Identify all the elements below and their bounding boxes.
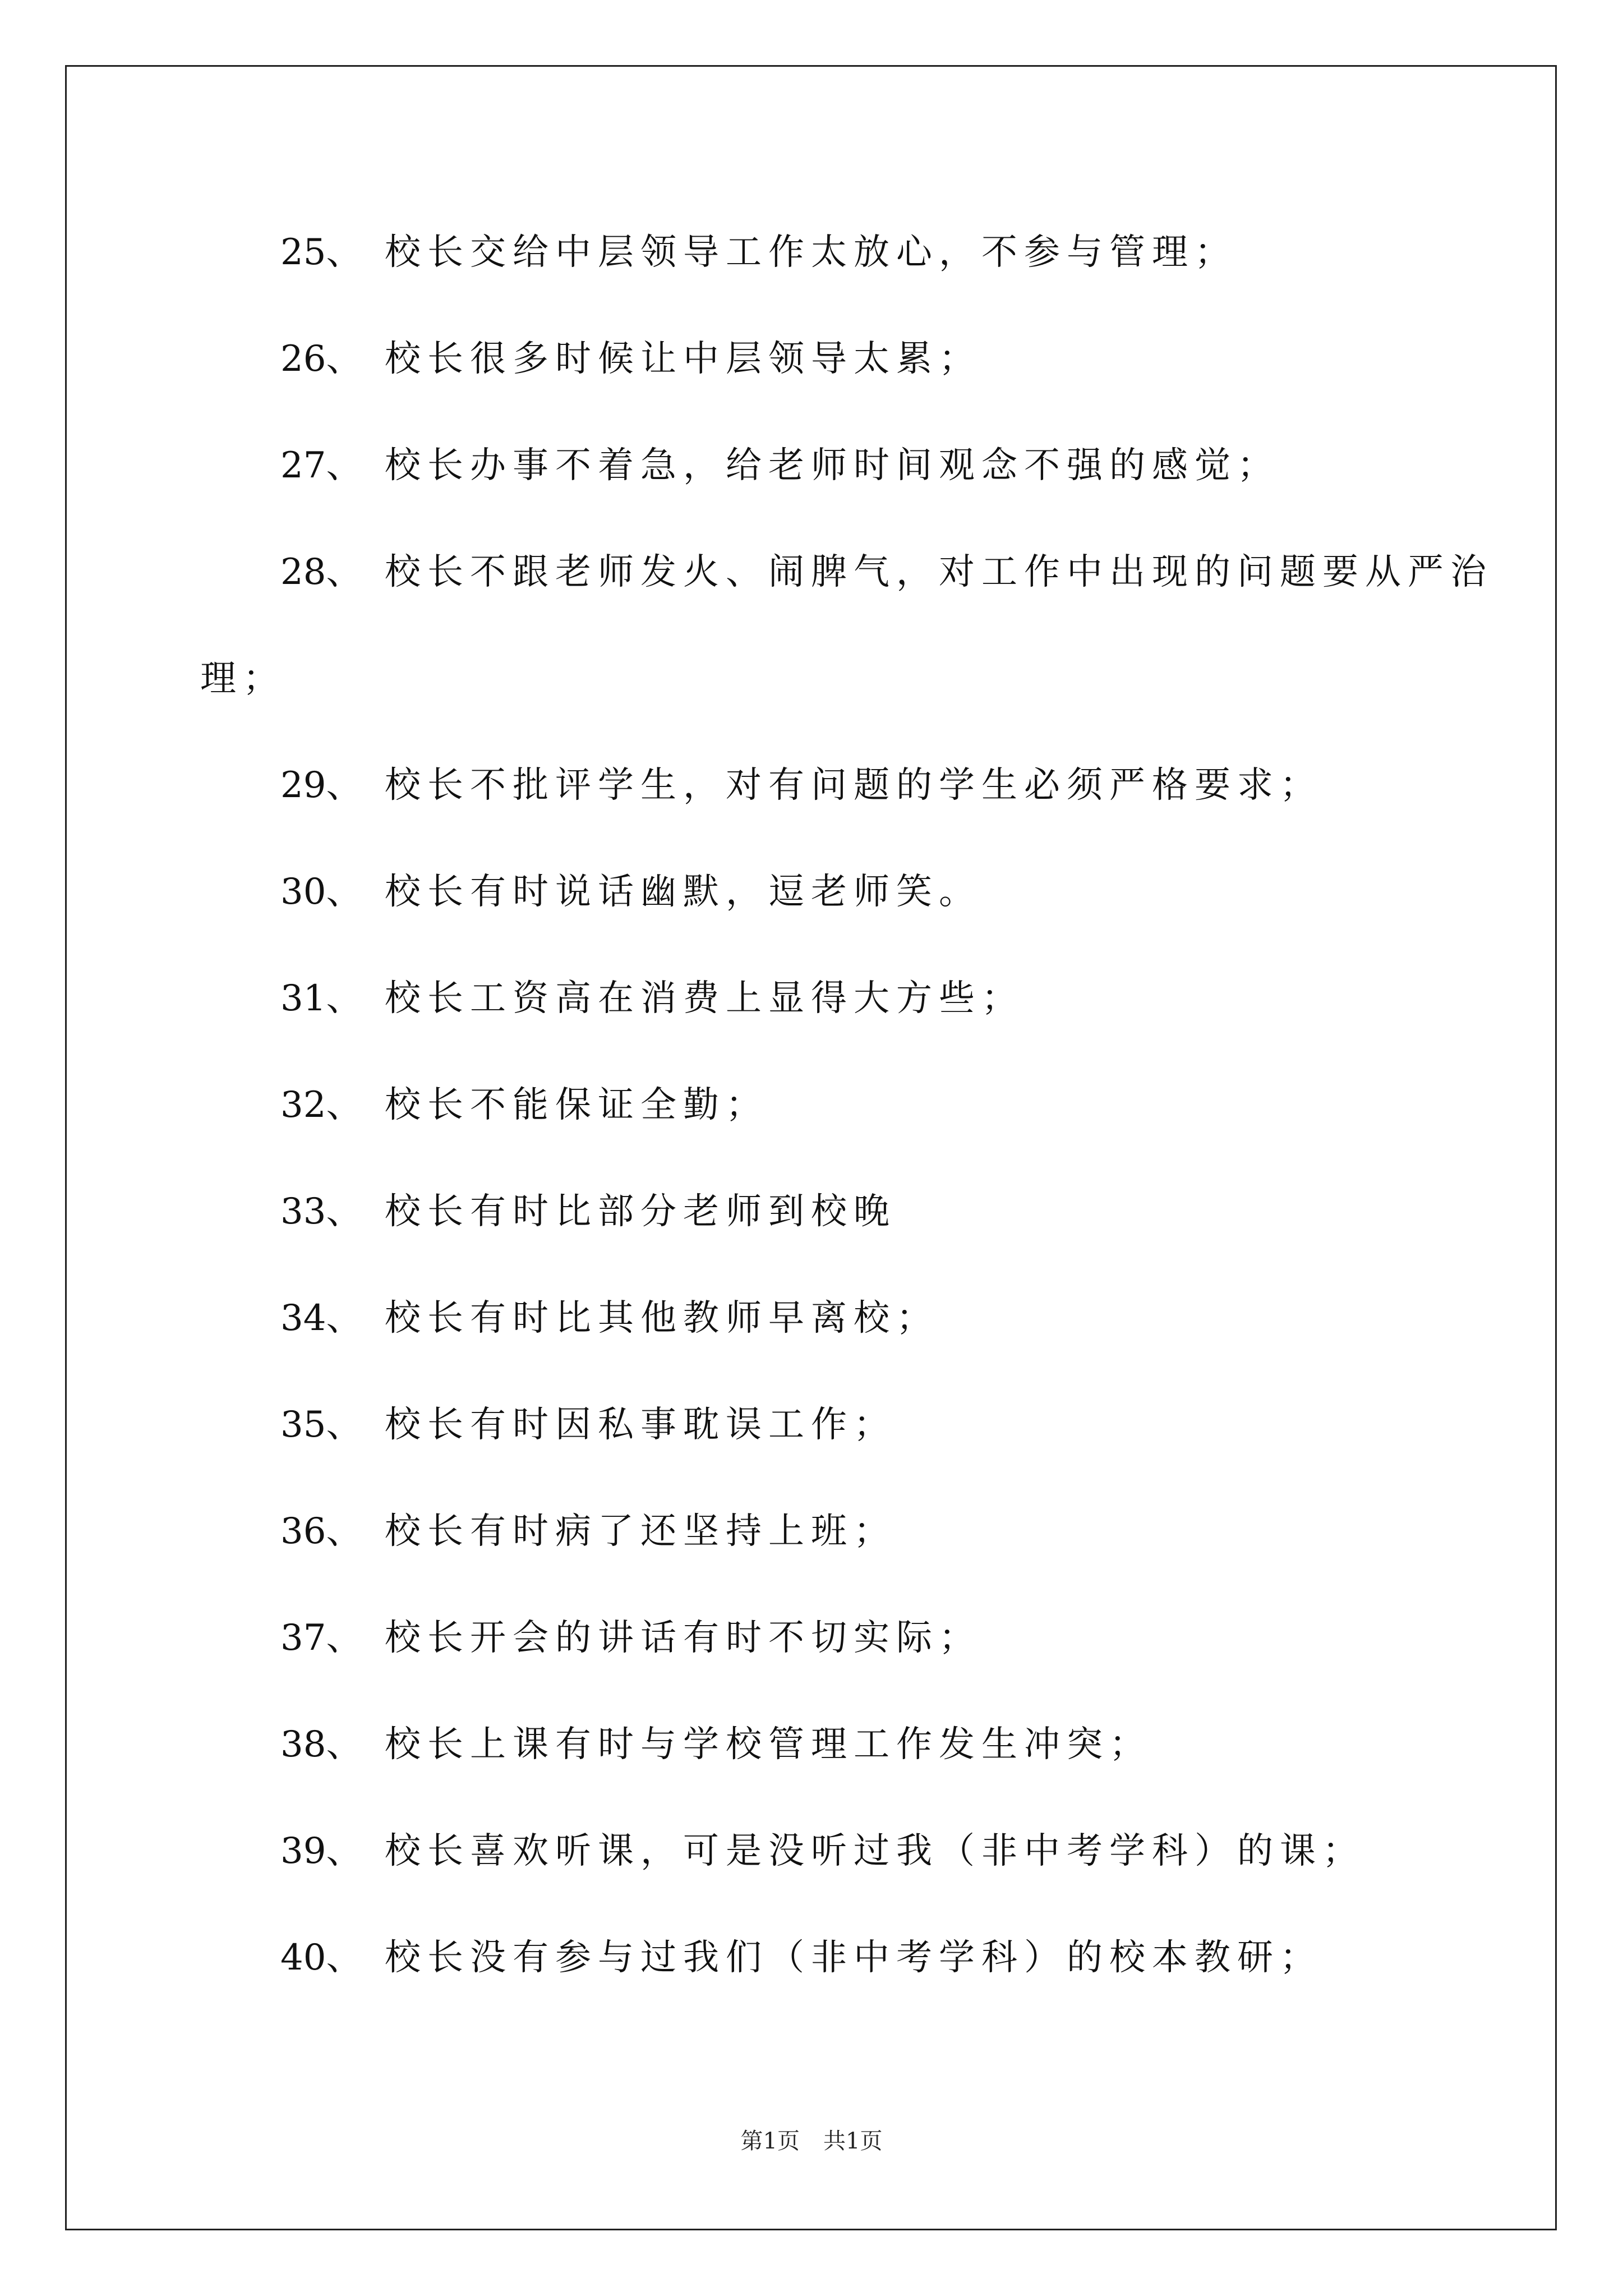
- page-border: [65, 65, 1557, 2230]
- item-number: 36、: [280, 1511, 362, 1552]
- page-number: 第1页: [740, 2128, 800, 2154]
- item-number: 38、: [280, 1724, 362, 1765]
- item-number: 31、: [280, 978, 362, 1019]
- item-number: 33、: [280, 1191, 362, 1232]
- item-text: 校长有时因私事耽误工作；: [385, 1404, 896, 1446]
- item-number: 25、: [280, 232, 362, 273]
- item-text: 校长有时说话幽默，逗老师笑。: [385, 871, 981, 913]
- item-text: 校长有时比部分老师到校晚: [385, 1191, 896, 1232]
- item-text: 校长不批评学生，对有问题的学生必须严格要求；: [385, 765, 1322, 806]
- item-number: 28、: [280, 551, 362, 593]
- item-text: 校长没有参与过我们（非中考学科）的校本教研；: [385, 1937, 1322, 1978]
- item-number: 35、: [280, 1404, 362, 1446]
- item-text: 校长办事不着急，给老师时间观念不强的感觉；: [385, 445, 1280, 486]
- item-number: 30、: [280, 871, 362, 913]
- item-text: 校长有时病了还坚持上班；: [385, 1511, 896, 1552]
- item-text: 校长不跟老师发火、闹脾气，对工作中出现的问题要从严治: [385, 551, 1493, 593]
- item-text: 校长有时比其他教师早离校；: [385, 1297, 939, 1339]
- item-number: 32、: [280, 1084, 362, 1126]
- item-text: 校长交给中层领导工作太放心，不参与管理；: [385, 232, 1237, 273]
- item-text: 校长上课有时与学校管理工作发生冲突；: [385, 1724, 1152, 1765]
- item-text: 校长喜欢听课，可是没听过我（非中考学科）的课；: [385, 1830, 1365, 1872]
- item-number: 40、: [280, 1937, 362, 1978]
- item-text: 校长不能保证全勤；: [385, 1084, 768, 1126]
- item-continuation: 理；: [200, 658, 285, 700]
- item-number: 39、: [280, 1830, 362, 1872]
- item-number: 27、: [280, 445, 362, 486]
- item-text: 校长开会的讲话有时不切实际；: [385, 1617, 981, 1659]
- item-text: 校长很多时候让中层领导太累；: [385, 338, 981, 380]
- item-number: 34、: [280, 1297, 362, 1339]
- item-number: 37、: [280, 1617, 362, 1659]
- item-text: 校长工资高在消费上显得大方些；: [385, 978, 1024, 1019]
- page-total: 共1页: [823, 2128, 883, 2154]
- page-footer: [0, 2123, 1623, 2155]
- item-number: 29、: [280, 765, 362, 806]
- item-number: 26、: [280, 338, 362, 380]
